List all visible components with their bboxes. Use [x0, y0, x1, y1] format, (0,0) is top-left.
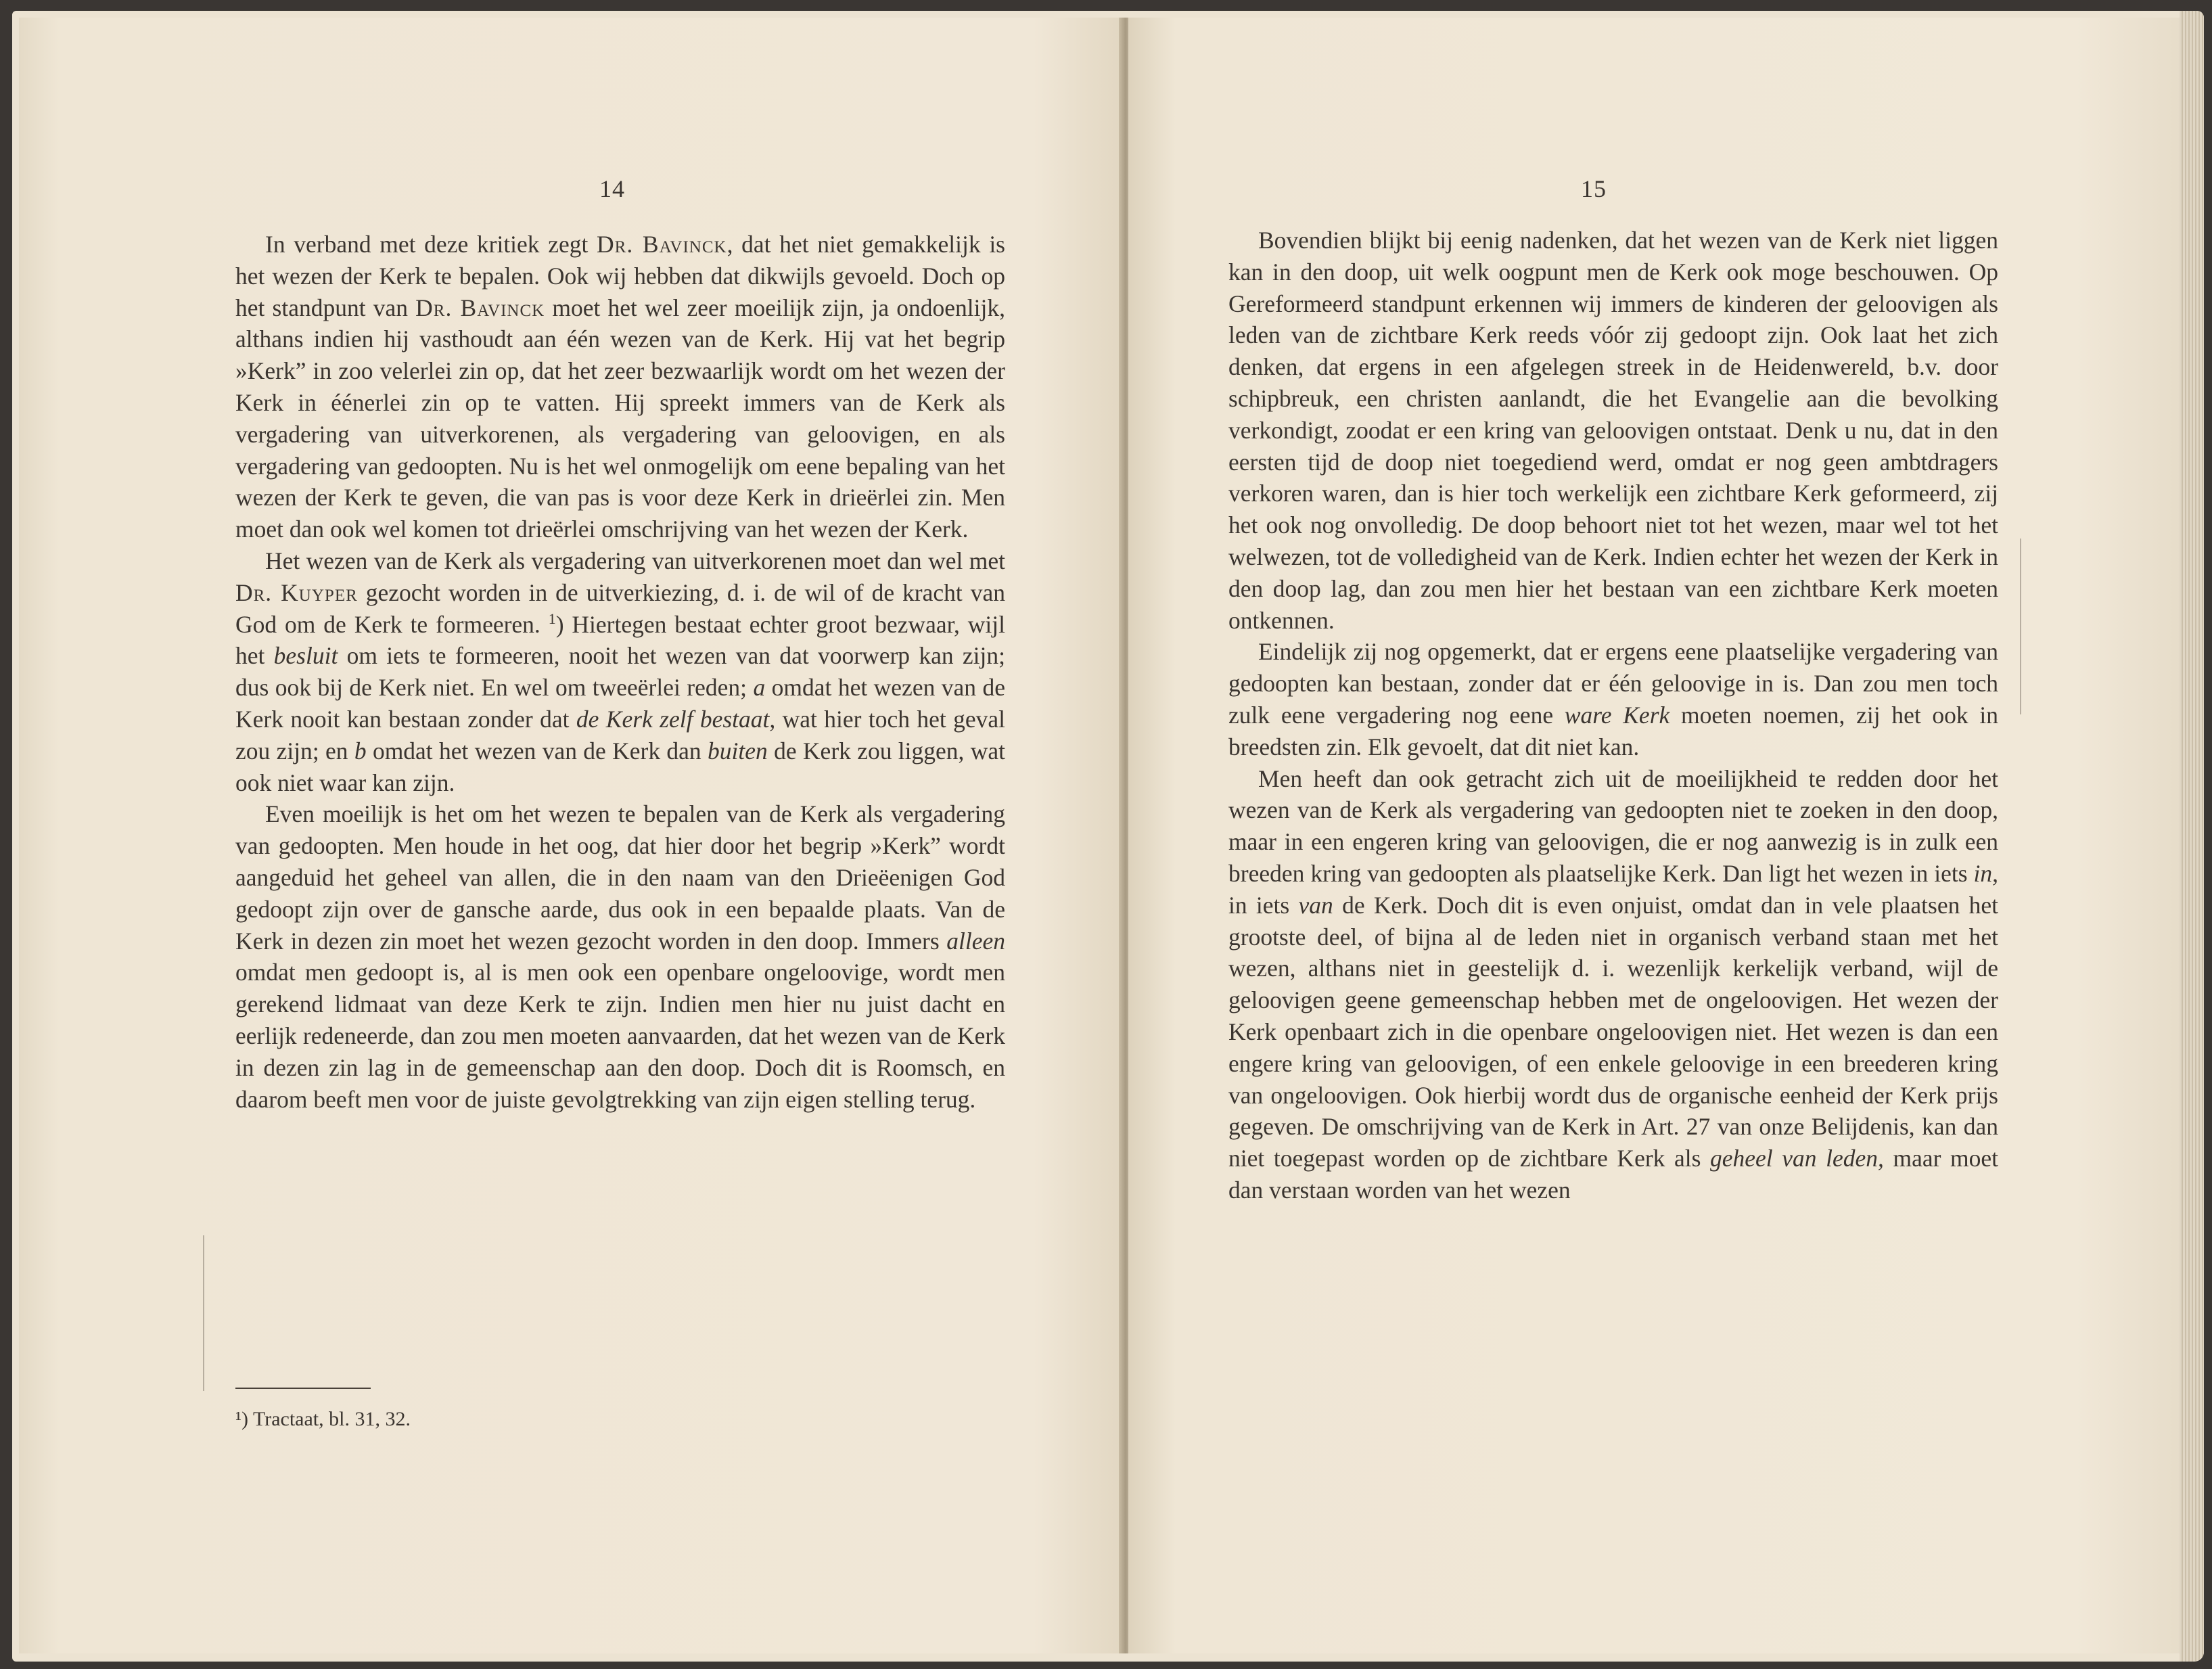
italic-term: de Kerk zelf bestaat, [576, 705, 776, 733]
author-name: Dr. Kuyper [235, 578, 358, 606]
italic-term: ware Kerk [1564, 701, 1670, 729]
footnote-rule [235, 1388, 371, 1389]
page-number-right: 15 [1581, 175, 1607, 202]
italic-term: buiten [708, 737, 768, 764]
author-name: Dr. Bavinck [415, 294, 545, 321]
italic-term: besluit [273, 642, 338, 670]
page-number-left: 14 [599, 175, 625, 202]
pencil-mark [2020, 539, 2021, 714]
paragraph: Eindelijk zij nog opgemerkt, dat er ergens eene plaatselijke vergadering van gedoopten kan bestaan, zonder dat er één geloovige in is. Dan zou men toch zulk eene vergadering nog eene ware Kerk moeten noemen, zij het ook in breedsten zin. Elk gevoelt, dat dit niet kan. [1228, 638, 1998, 760]
footnote: ¹) Tractaat, bl. 31, 32. [235, 1408, 411, 1430]
italic-term: alleen [946, 927, 1005, 955]
italic-term: b [354, 737, 367, 764]
paragraph: Men heeft dan ook getracht zich uit de moeilijkheid te redden door het wezen van de Kerk als vergadering van gedoopten niet te zoeken in den doop, maar in een engeren kring van geloovigen, die er nog aanwezig is in zulk een breeden kring van gedoopten als plaatselijke Kerk. Dan ligt het wezen in iets in, in iets van de Kerk. Doch dit is even onjuist, omdat dan in vele plaatsen het grootste deel, of bijna al de leden niet in organisch verband staan met het wezen, althans niet in geestelijk d. i. wezenlijk kerkelijk verband, wijl de geloovigen geene gemeenschap hebben met de ongeloovigen. Het wezen der Kerk openbaart zich in die openbare ongeloovigen niet. Het wezen is dan een engere kring van geloovigen, of een enkele geloovige in een breederen kring van ongeloovigen. Ook hierbij wordt dus de organische eenheid der Kerk prijs gegeven. De omschrijving van de Kerk in Art. 27 van onze Belijdenis, kan dan niet toegepast worden op de zichtbare Kerk als geheel van leden, maar moet dan verstaan worden van het wezen [1228, 764, 1999, 1204]
footnote-marker: 1 [548, 610, 556, 627]
right-page-body [1228, 225, 1998, 1206]
paragraph: In verband met deze kritiek zegt Dr. Bavinck, dat het niet gemakkelijk is het wezen der Kerk te bepalen. Ook wij hebben dat dikwijls gevoeld. Doch op het standpunt van Dr. Bavinck moet het wel zeer moeilijk zijn, ja ondoenlijk, althans indien hij vasthoudt aan één wezen van de Kerk. Hij vat het begrip »Kerk” in zoo velerlei zin op, dat het zeer bezwaarlijk wordt om het wezen der Kerk in éénerlei zin op te vatten. Hij spreekt immers van de Kerk als vergadering van uitverkorenen, als vergadering van geloovigen, en als vergadering van gedoopten. Nu is het wel onmogelijk om eene bepaling van het wezen der Kerk te geven, die van pas is voor deze Kerk in drieërlei zin. Men moet dan ook wel komen tot drieërlei omschrijving van het wezen der Kerk. [235, 231, 1006, 543]
book-spread [12, 11, 2204, 1662]
paragraph: Even moeilijk is het om het wezen te bepalen van de Kerk als vergadering van gedoopten. Men houde in het oog, dat hier door het begrip »Kerk” wordt aangeduid het geheel van allen, die in den naam van den Drieëenigen God gedoopt zijn over de gansche aarde, dus ook in een bepaalde plaats. Van de Kerk in dezen zin moet het wezen gezocht worden in den doop. Immers alleen omdat men gedoopt is, al is men ook een openbare ongeloovige, wordt men gerekend lidmaat van deze Kerk te zijn. Indien men hier nu juist dacht en eerlijk redeneerde, dan zou men moeten aanvaarden, dat het wezen van de Kerk in dezen zin lag in de gemeenschap aan den doop. Doch dit is Roomsch, en daarom beeft men voor de juiste gevolgtrekking van zijn eigen stelling terug. [235, 800, 1005, 1113]
italic-term: geheel van leden, [1710, 1145, 1884, 1172]
italic-term: a [753, 674, 766, 702]
left-page [19, 18, 1122, 1653]
pencil-mark [203, 1235, 204, 1391]
italic-term: in, [1973, 859, 1998, 887]
page-edges [2180, 11, 2204, 1662]
author-name: Dr. Bavinck [597, 231, 727, 258]
paragraph: Het wezen van de Kerk als vergadering van uitverkorenen moet dan wel met Dr. Kuyper gezocht worden in de uitverkiezing, d. i. de wil of de kracht van God om de Kerk te formeeren. $^1$) Hiertegen bestaat echter groot bezwaar, wijl het besluit om iets te formeeren, nooit het wezen van dat voorwerp kan zijn; dus ook bij de Kerk niet. En wel om tweeërlei reden; a omdat het wezen van de Kerk nooit kan bestaan zonder dat de Kerk zelf bestaat, wat hier toch het geval zou zijn; en b omdat het wezen van de Kerk dan buiten de Kerk zou liggen, wat ook niet waar kan zijn. [235, 547, 1006, 796]
paragraph: Bovendien blijkt bij eenig nadenken, dat het wezen van de Kerk niet liggen kan in den doop, uit welk oogpunt men de Kerk ook moge beschouwen. Op Gereformeerd standpunt erkennen wij immers de kinderen der geloovigen als leden van de zichtbare Kerk reeds vóór zij gedoopt zijn. Ook laat het zich denken, dat ergens in een afgelegen streek in de Heidenwereld, b.v. door schipbreuk, een christen aanlandt, die het Evangelie aan die bevolking verkondigt, zoodat er een kring van geloovigen ontstaat. Denk u nu, dat in den eersten tijd de doop niet toegediend werd, omdat er nog geen ambtdragers verkoren waren, dan is hier toch werkelijk een zichtbare Kerk geformeerd, zij het ook nog onvolledig. De doop behoort niet tot het wezen, maar wel tot het welwezen, tot de volledigheid van de Kerk. Indien echter het wezen der Kerk in den doop lag, dan zou men hier het bestaan van een zichtbare Kerk moeten ontkennen. [1228, 227, 1998, 634]
right-page [1128, 18, 2184, 1653]
left-page-body [235, 229, 1005, 1115]
italic-term: van [1298, 891, 1333, 919]
